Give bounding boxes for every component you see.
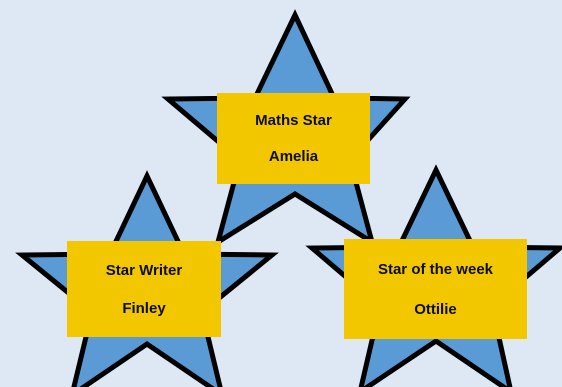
award-recipient: Finley (122, 299, 166, 317)
award-title: Star of the week (377, 260, 494, 278)
award-title: Star Writer (105, 261, 183, 279)
award-card-star-of-the-week (344, 239, 527, 339)
award-title: Maths Star (255, 112, 332, 130)
award-card-star-writer (67, 241, 221, 337)
award-recipient: Amelia (268, 147, 319, 165)
award-recipient: Ottilie (414, 300, 457, 318)
award-card-maths-star (217, 93, 370, 184)
